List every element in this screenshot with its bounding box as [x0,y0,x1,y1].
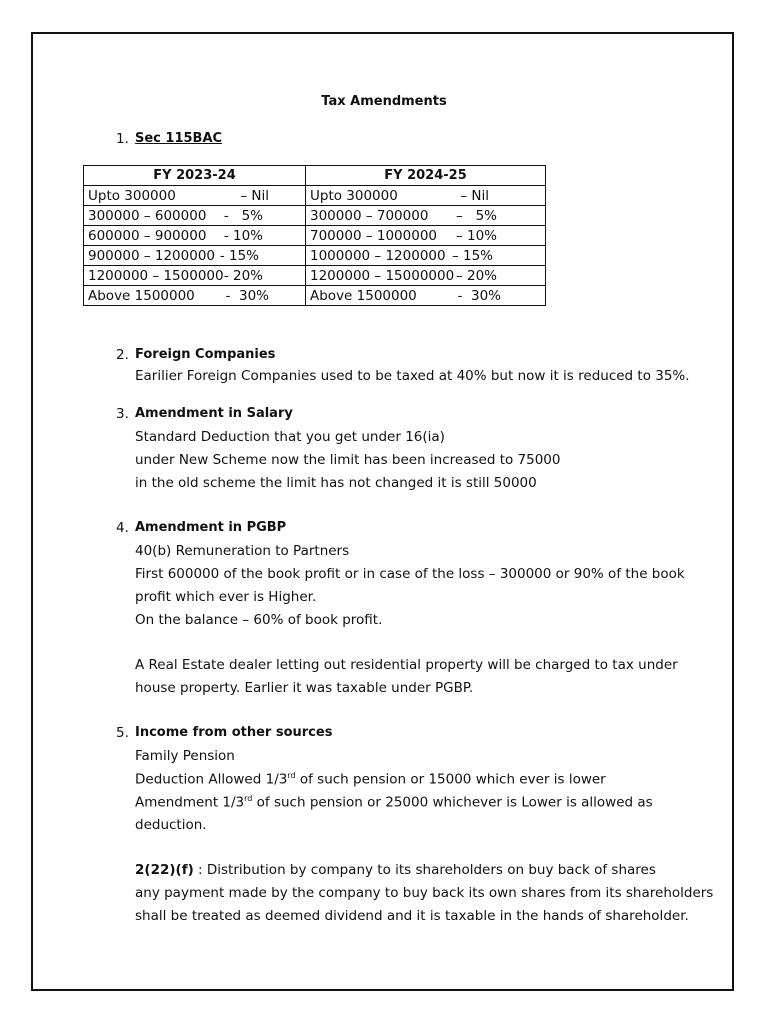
section-3-line: under New Scheme now the limit has been increased to 75000 [135,452,561,468]
table-cell: 900000 – 1200000 - 15% [84,246,306,266]
section-1-heading: Sec 115BAC [135,131,223,146]
table-header-fy2024: FY 2024-25 [306,166,546,186]
section-5-number: 5. [116,725,129,741]
table-header-row [84,166,546,186]
section-2-text: Earilier Foreign Companies used to be taxed at 40% but now it is reduced to 35%. [135,368,690,384]
section-5-heading: Income from other sources [135,725,333,740]
section-2-heading: Foreign Companies [135,347,276,362]
table-cell: Above 1500000 - 30% [84,286,306,306]
table-row [84,286,546,306]
table-cell: 300000 – 700000 – 5% [306,206,546,226]
section-3-line: Standard Deduction that you get under 16(ia) [135,429,445,445]
table-cell: 1200000 – 15000000 – 20% [306,266,546,286]
section-4-number: 4. [116,520,129,536]
table-row [84,246,546,266]
table-cell: Upto 300000 – Nil [306,186,546,206]
table-cell: Upto 300000 – Nil [84,186,306,206]
section-5-subclause-line: any payment made by the company to buy back its own shares from its shareholders [135,885,714,901]
table-cell: 1000000 – 1200000 – 15% [306,246,546,266]
section-3-number: 3. [116,406,129,422]
section-4-line: profit which ever is Higher. [135,589,317,605]
table-row [84,266,546,286]
section-5-line: deduction. [135,817,207,833]
section-1-number: 1. [116,131,129,147]
section-5-line: Deduction Allowed 1/3rd of such pension or 15000 which ever is lower [135,771,606,788]
section-3-line: in the old scheme the limit has not changed it is still 50000 [135,475,537,491]
section-4-line: On the balance – 60% of book profit. [135,612,383,628]
table-cell: Above 1500000 - 30% [306,286,546,306]
section-4-line: A Real Estate dealer letting out residential property will be charged to tax under [135,657,678,673]
section-2-number: 2. [116,347,129,363]
table-cell: 1200000 – 1500000 - 20% [84,266,306,286]
section-4-line: house property. Earlier it was taxable under PGBP. [135,680,474,696]
section-5-line: Family Pension [135,748,235,764]
page-title: Tax Amendments [321,94,447,109]
table-cell: 300000 – 600000 - 5% [84,206,306,226]
section-4-heading: Amendment in PGBP [135,520,287,535]
table-row [84,226,546,246]
section-4-line: First 600000 of the book profit or in case of the loss – 300000 or 90% of the book [135,566,685,582]
section-5-subclause-line: shall be treated as deemed dividend and it is taxable in the hands of shareholder. [135,908,689,924]
table-cell: 600000 – 900000 - 10% [84,226,306,246]
table-row [84,186,546,206]
tax-slab-table [83,165,546,306]
table-header-fy2023: FY 2023-24 [84,166,306,186]
table-cell: 700000 – 1000000 – 10% [306,226,546,246]
section-5-subclause: 2(22)(f) : Distribution by company to its shareholders on buy back of shares [135,862,656,878]
table-row [84,206,546,226]
section-4-line: 40(b) Remuneration to Partners [135,543,350,559]
section-5-line: Amendment 1/3rd of such pension or 25000 whichever is Lower is allowed as [135,794,653,811]
section-3-heading: Amendment in Salary [135,406,293,421]
